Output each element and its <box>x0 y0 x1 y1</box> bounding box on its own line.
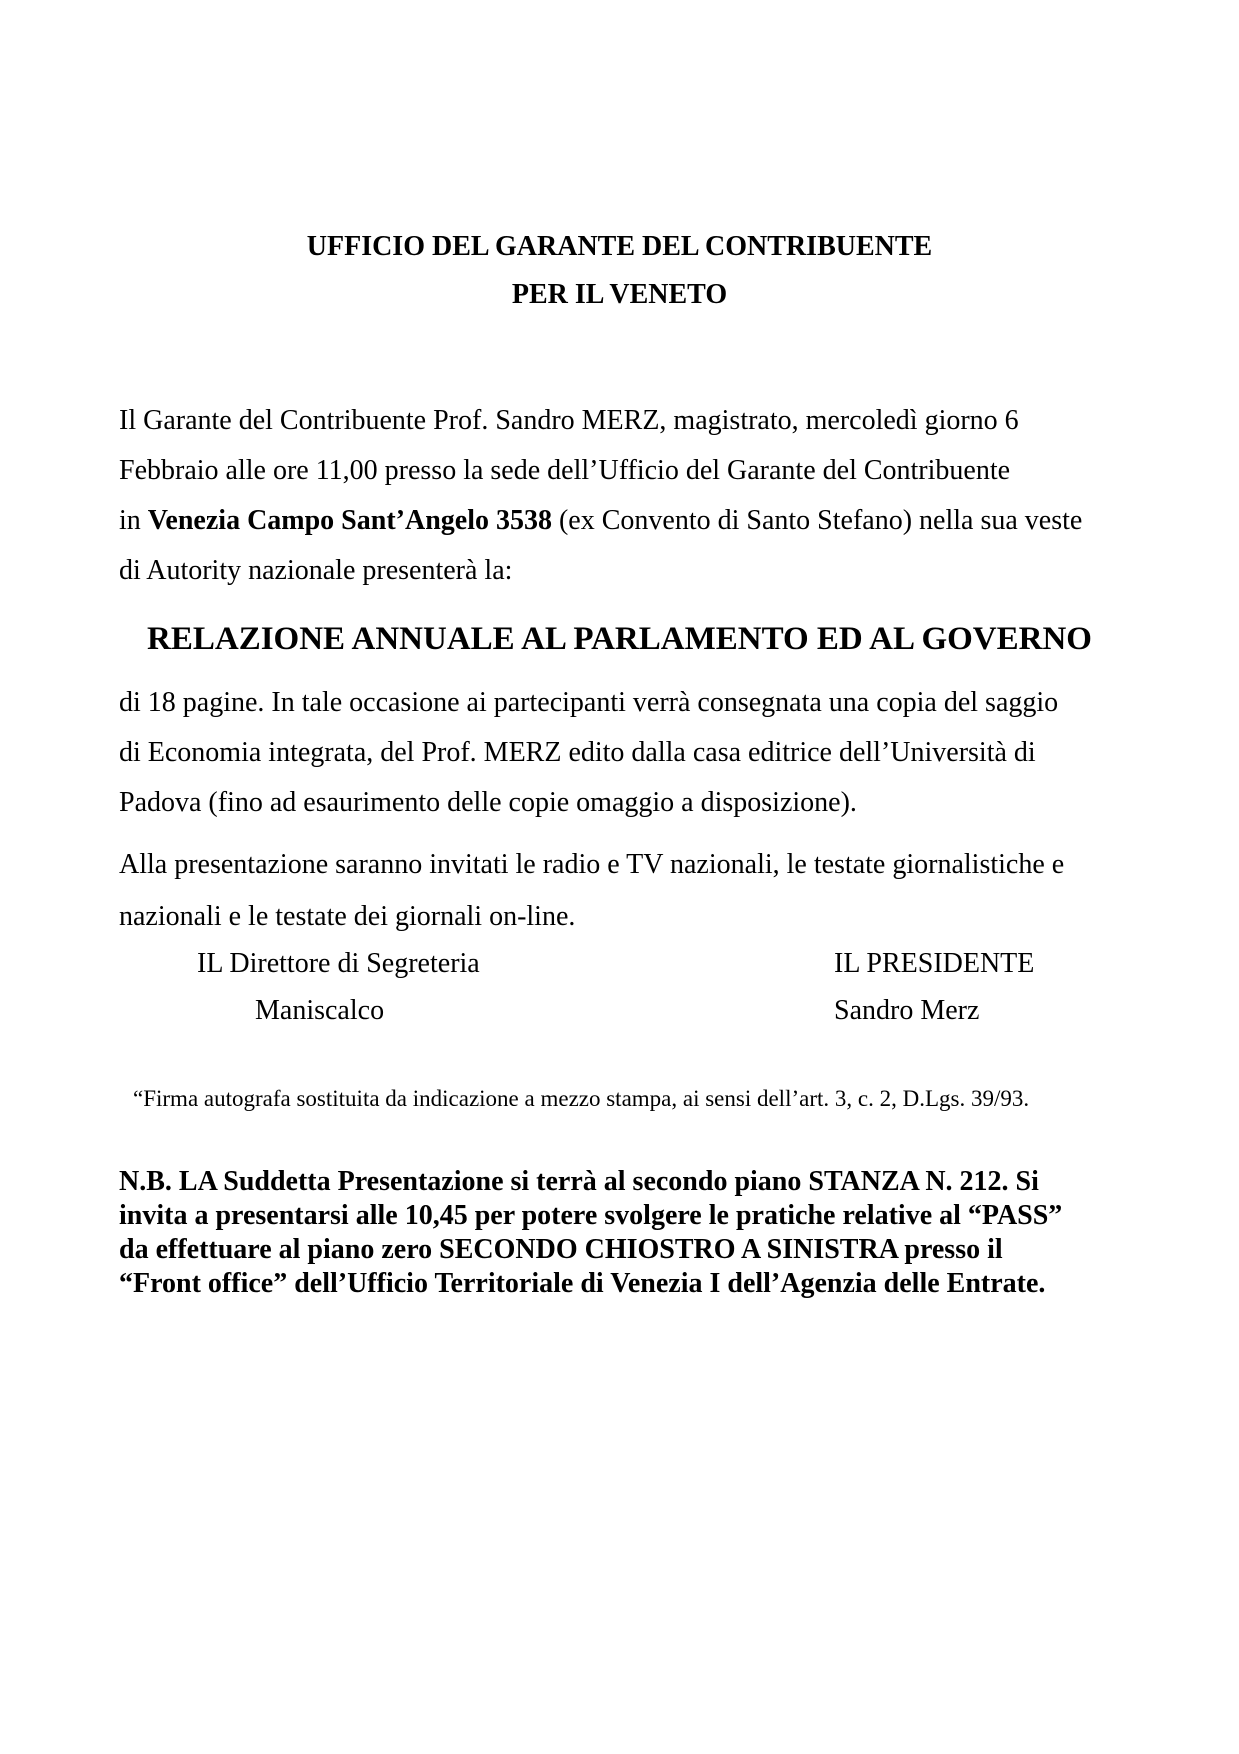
right-signature-name: Sandro Merz <box>834 995 980 1026</box>
office-title: UFFICIO DEL GARANTE DEL CONTRIBUENTE <box>306 231 933 262</box>
invite-line-1: Alla presentazione saranno invitati le radio e TV nazionali, le testate giornalistiche e <box>119 849 1065 880</box>
details-line-1: di 18 pagine. In tale occasione ai partecipanti verrà consegnata una copia del saggio <box>119 687 1059 718</box>
intro-line-3-suffix: (ex Convento di Santo Stefano) nella sua veste <box>551 505 1083 536</box>
report-title: RELAZIONE ANNUALE AL PARLAMENTO ED AL GOVERNO <box>147 621 1092 657</box>
office-subtitle: PER IL VENETO <box>511 279 728 310</box>
nb-line-2: invita a presentarsi alle 10,45 per potere svolgere le pratiche relative al “PASS” <box>119 1200 1063 1231</box>
nb-line-4: “Front office” dell’Ufficio Territoriale di Venezia I dell’Agenzia delle Entrate. <box>119 1268 1046 1299</box>
event-address: Venezia Campo Sant’Angelo 3538 <box>147 505 552 536</box>
details-line-2: di Economia integrata, del Prof. MERZ edito dalla casa editrice dell’Università di <box>119 737 1036 768</box>
right-signature-role: IL PRESIDENTE <box>834 948 1035 979</box>
invite-line-2: nazionali e le testate dei giornali on-line. <box>119 901 576 932</box>
intro-line-4: di Autority nazionale presenterà la: <box>119 555 513 586</box>
nb-line-3: da effettuare al piano zero SECONDO CHIOSTRO A SINISTRA presso il <box>119 1234 1003 1265</box>
intro-line-3 <box>119 507 1082 535</box>
nb-line-1: N.B. LA Suddetta Presentazione si terrà al secondo piano STANZA N. 212. Si <box>119 1166 1039 1197</box>
left-signature-name: Maniscalco <box>255 995 385 1026</box>
left-signature-role: IL Direttore di Segreteria <box>197 948 480 979</box>
signature-note: “Firma autografa sostituita da indicazione a mezzo stampa, ai sensi dell’art. 3, c. 2, D.Lgs. 39/93. <box>133 1086 1030 1111</box>
details-line-3: Padova (fino ad esaurimento delle copie omaggio a disposizione). <box>119 787 857 818</box>
intro-line-3-prefix: in <box>119 505 148 536</box>
intro-line-1: Il Garante del Contribuente Prof. Sandro MERZ, magistrato, mercoledì giorno 6 <box>119 405 1019 436</box>
intro-line-2: Febbraio alle ore 11,00 presso la sede dell’Ufficio del Garante del Contribuente <box>119 455 1011 486</box>
